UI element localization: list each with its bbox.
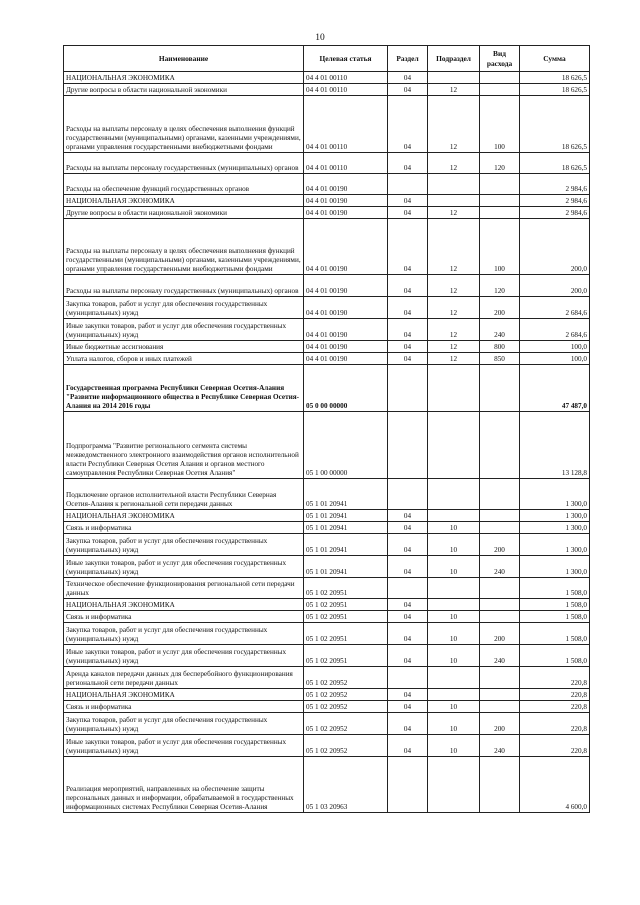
cell-subsection: 10 [428,623,480,645]
table-row [64,689,590,701]
cell-section: 04 [388,353,428,365]
cell-name: НАЦИОНАЛЬНАЯ ЭКОНОМИКА [64,72,304,84]
cell-name: Реализация мероприятий, направленных на обеспечение защиты персональных данных и информации, обрабатываемой в государственных информационных системах Республики Северная Осетия-Алания [64,757,304,813]
table-row [64,365,590,412]
cell-sum: 1 508,0 [520,611,590,623]
cell-name: Закупка товаров, работ и услуг для обеспечения государственных (муниципальных) нужд [64,534,304,556]
cell-name: Техническое обеспечение функционирования региональной сети передачи данных [64,578,304,599]
cell-section: 04 [388,599,428,611]
cell-sum: 1 300,0 [520,534,590,556]
table-row [64,84,590,96]
cell-name: Иные закупки товаров, работ и услуг для обеспечения государственных (муниципальных) нужд [64,556,304,578]
cell-section: 04 [388,96,428,153]
cell-subsection: 10 [428,556,480,578]
cell-name: Расходы на выплаты персоналу государственных (муниципальных) органов [64,153,304,174]
cell-target-article: 05 1 02 20952 [304,713,388,735]
cell-sum: 2 984,6 [520,195,590,207]
cell-sum: 1 300,0 [520,510,590,522]
cell-expense-type: 850 [480,353,520,365]
cell-target-article: 04 4 01 00190 [304,195,388,207]
cell-target-article: 05 1 02 20951 [304,578,388,599]
cell-sum: 18 626,5 [520,72,590,84]
cell-sum: 18 626,5 [520,96,590,153]
cell-subsection: 12 [428,341,480,353]
cell-sum: 2 684,6 [520,297,590,319]
table-row [64,275,590,297]
cell-expense-type: 240 [480,735,520,757]
cell-expense-type: 100 [480,96,520,153]
cell-section [388,757,428,813]
cell-subsection: 12 [428,84,480,96]
cell-section: 04 [388,534,428,556]
cell-sum: 1 508,0 [520,578,590,599]
table-row [64,412,590,479]
table-row [64,667,590,689]
cell-name: Расходы на выплаты персоналу государственных (муниципальных) органов [64,275,304,297]
cell-subsection [428,174,480,195]
cell-section: 04 [388,297,428,319]
cell-expense-type [480,365,520,412]
cell-sum: 1 300,0 [520,522,590,534]
cell-sum: 2 684,6 [520,319,590,341]
cell-subsection [428,195,480,207]
cell-sum: 220,8 [520,667,590,689]
cell-sum: 2 984,6 [520,174,590,195]
cell-subsection [428,667,480,689]
cell-name: Связь и информатика [64,611,304,623]
cell-expense-type: 120 [480,275,520,297]
cell-section: 04 [388,623,428,645]
cell-expense-type [480,84,520,96]
cell-sum: 1 300,0 [520,556,590,578]
cell-sum: 200,0 [520,219,590,275]
table-row [64,713,590,735]
cell-section: 04 [388,713,428,735]
table-row [64,207,590,219]
cell-section: 04 [388,510,428,522]
cell-target-article: 04 4 01 00190 [304,341,388,353]
cell-name: Связь и информатика [64,701,304,713]
cell-target-article: 05 1 02 20952 [304,689,388,701]
table-row [64,319,590,341]
cell-name: Иные закупки товаров, работ и услуг для обеспечения государственных (муниципальных) нужд [64,319,304,341]
cell-expense-type [480,510,520,522]
cell-expense-type [480,174,520,195]
table-row [64,645,590,667]
table-row [64,510,590,522]
cell-name: Связь и информатика [64,522,304,534]
cell-subsection: 12 [428,207,480,219]
cell-sum: 2 984,6 [520,207,590,219]
cell-name: НАЦИОНАЛЬНАЯ ЭКОНОМИКА [64,599,304,611]
cell-name: Другие вопросы в области национальной экономики [64,207,304,219]
cell-subsection [428,689,480,701]
cell-section: 04 [388,556,428,578]
cell-section: 04 [388,275,428,297]
cell-subsection [428,479,480,510]
cell-sum: 1 508,0 [520,599,590,611]
cell-target-article: 05 1 02 20951 [304,611,388,623]
cell-sum: 200,0 [520,275,590,297]
cell-sum: 220,8 [520,735,590,757]
cell-section: 04 [388,341,428,353]
cell-target-article: 04 4 01 00190 [304,219,388,275]
cell-subsection [428,510,480,522]
cell-subsection: 12 [428,96,480,153]
cell-target-article: 04 4 01 00190 [304,174,388,195]
cell-expense-type [480,412,520,479]
header-subsection: Подраздел [428,46,480,72]
cell-sum: 100,0 [520,341,590,353]
cell-sum: 100,0 [520,353,590,365]
table-row [64,195,590,207]
cell-sum: 1 508,0 [520,645,590,667]
cell-sum: 1 300,0 [520,479,590,510]
cell-subsection [428,365,480,412]
cell-name: Расходы на выплаты персоналу в целях обеспечения выполнения функций государственными (муниципальными) органами, казенными учреждениями, органами управления государственными внебюджетными фондами [64,219,304,275]
cell-subsection: 12 [428,319,480,341]
cell-subsection: 10 [428,522,480,534]
cell-expense-type [480,207,520,219]
cell-sum: 47 487,0 [520,365,590,412]
cell-subsection [428,72,480,84]
cell-section [388,479,428,510]
cell-expense-type: 200 [480,534,520,556]
cell-target-article: 04 4 01 00190 [304,353,388,365]
cell-subsection [428,599,480,611]
header-section: Раздел [388,46,428,72]
cell-section [388,412,428,479]
cell-expense-type [480,195,520,207]
cell-section: 04 [388,72,428,84]
header-target-article: Целевая статья [304,46,388,72]
cell-sum: 220,8 [520,689,590,701]
table-row [64,611,590,623]
cell-target-article: 04 4 01 00190 [304,207,388,219]
cell-name: Иные закупки товаров, работ и услуг для обеспечения государственных (муниципальных) нужд [64,645,304,667]
cell-name: Закупка товаров, работ и услуг для обеспечения государственных (муниципальных) нужд [64,623,304,645]
cell-subsection: 12 [428,153,480,174]
cell-section: 04 [388,207,428,219]
cell-name: Иные бюджетные ассигнования [64,341,304,353]
page-number: 10 [315,33,325,43]
cell-expense-type: 240 [480,556,520,578]
table-row [64,701,590,713]
cell-expense-type: 200 [480,713,520,735]
cell-subsection: 10 [428,534,480,556]
cell-target-article: 05 1 02 20952 [304,735,388,757]
cell-subsection: 10 [428,735,480,757]
table-row [64,479,590,510]
cell-section: 04 [388,611,428,623]
cell-name: Иные закупки товаров, работ и услуг для обеспечения государственных (муниципальных) нужд [64,735,304,757]
table-row [64,297,590,319]
cell-subsection: 12 [428,275,480,297]
cell-subsection [428,578,480,599]
cell-name: Расходы на обеспечение функций государственных органов [64,174,304,195]
table-row [64,353,590,365]
cell-name: Другие вопросы в области национальной экономики [64,84,304,96]
cell-expense-type: 100 [480,219,520,275]
cell-target-article: 04 4 01 00190 [304,297,388,319]
cell-section: 04 [388,735,428,757]
cell-target-article: 05 1 00 00000 [304,412,388,479]
cell-name: Аренда каналов передачи данных для бесперебойного функционирования региональной сети передачи данных [64,667,304,689]
table-row [64,174,590,195]
cell-target-article: 05 1 01 20941 [304,510,388,522]
table-row [64,578,590,599]
table-row [64,72,590,84]
table-row [64,735,590,757]
cell-expense-type [480,689,520,701]
cell-sum: 13 128,8 [520,412,590,479]
cell-name: Государственная программа Республики Северная Осетия-Алания "Развитие информационного общества в Республике Северная Осетия-Алания на 2014 2016 годы [64,365,304,412]
cell-section [388,174,428,195]
cell-sum: 18 626,5 [520,153,590,174]
header-expense-type: Вид расхода [480,46,520,72]
cell-expense-type: 200 [480,297,520,319]
cell-name: НАЦИОНАЛЬНАЯ ЭКОНОМИКА [64,689,304,701]
cell-target-article: 04 4 01 00190 [304,275,388,297]
cell-target-article: 04 4 01 00110 [304,96,388,153]
cell-target-article: 04 4 01 00110 [304,153,388,174]
cell-target-article: 05 1 02 20952 [304,701,388,713]
cell-section: 04 [388,195,428,207]
cell-subsection [428,412,480,479]
cell-expense-type: 120 [480,153,520,174]
cell-target-article: 05 1 01 20941 [304,556,388,578]
budget-table [63,45,590,813]
cell-target-article: 05 0 00 00000 [304,365,388,412]
cell-section: 04 [388,701,428,713]
cell-target-article: 05 1 01 20941 [304,479,388,510]
cell-name: Уплата налогов, сборов и иных платежей [64,353,304,365]
cell-sum: 18 626,5 [520,84,590,96]
table-row [64,341,590,353]
cell-subsection: 12 [428,353,480,365]
cell-name: Закупка товаров, работ и услуг для обеспечения государственных (муниципальных) нужд [64,713,304,735]
cell-sum: 4 600,0 [520,757,590,813]
cell-sum: 220,8 [520,713,590,735]
cell-subsection: 10 [428,645,480,667]
cell-expense-type [480,701,520,713]
cell-name: Расходы на выплаты персоналу в целях обеспечения выполнения функций государственными (муниципальными) органами, казенными учреждениями, органами управления государственными внебюджетными фондами [64,96,304,153]
cell-section: 04 [388,153,428,174]
cell-expense-type [480,757,520,813]
cell-expense-type [480,611,520,623]
table-row [64,599,590,611]
header-sum: Сумма [520,46,590,72]
cell-target-article: 05 1 02 20951 [304,645,388,667]
cell-subsection: 12 [428,297,480,319]
cell-name: Подключение органов исполнительной власти Республики Северная Осетия-Алания к региональной сети передачи данных [64,479,304,510]
header-name: Наименование [64,46,304,72]
table-row [64,219,590,275]
cell-section: 04 [388,219,428,275]
cell-subsection [428,757,480,813]
cell-expense-type: 240 [480,319,520,341]
cell-sum: 1 508,0 [520,623,590,645]
table-header-row [64,46,590,72]
cell-section [388,365,428,412]
table-row [64,623,590,645]
cell-section: 04 [388,645,428,667]
cell-name: НАЦИОНАЛЬНАЯ ЭКОНОМИКА [64,510,304,522]
cell-expense-type [480,578,520,599]
cell-target-article: 05 1 01 20941 [304,534,388,556]
cell-expense-type: 800 [480,341,520,353]
cell-expense-type [480,72,520,84]
cell-section [388,667,428,689]
cell-target-article: 04 4 01 00110 [304,72,388,84]
cell-target-article: 05 1 02 20951 [304,599,388,611]
cell-target-article: 05 1 02 20951 [304,623,388,645]
table-row [64,153,590,174]
cell-section: 04 [388,319,428,341]
cell-section [388,578,428,599]
cell-subsection: 10 [428,611,480,623]
cell-expense-type [480,522,520,534]
table-row [64,757,590,813]
cell-target-article: 05 1 02 20952 [304,667,388,689]
cell-expense-type: 240 [480,645,520,667]
cell-section: 04 [388,689,428,701]
table-row [64,96,590,153]
cell-section: 04 [388,84,428,96]
table-row [64,556,590,578]
cell-expense-type: 200 [480,623,520,645]
cell-name: Закупка товаров, работ и услуг для обеспечения государственных (муниципальных) нужд [64,297,304,319]
cell-subsection: 12 [428,219,480,275]
table-row [64,534,590,556]
cell-target-article: 05 1 03 20963 [304,757,388,813]
cell-name: НАЦИОНАЛЬНАЯ ЭКОНОМИКА [64,195,304,207]
cell-target-article: 05 1 01 20941 [304,522,388,534]
cell-expense-type [480,479,520,510]
cell-expense-type [480,599,520,611]
cell-target-article: 04 4 01 00110 [304,84,388,96]
cell-target-article: 04 4 01 00190 [304,319,388,341]
cell-name: Подпрограмма "Развитие регионального сегмента системы межведомственного электронного взаимодействия органов исполнительной власти Республики Северная Осетия Алания и органов местного самоуправления Республики Северная Осетия Алания" [64,412,304,479]
cell-section: 04 [388,522,428,534]
cell-subsection: 10 [428,713,480,735]
cell-sum: 220,8 [520,701,590,713]
cell-expense-type [480,667,520,689]
table-row [64,522,590,534]
cell-subsection: 10 [428,701,480,713]
